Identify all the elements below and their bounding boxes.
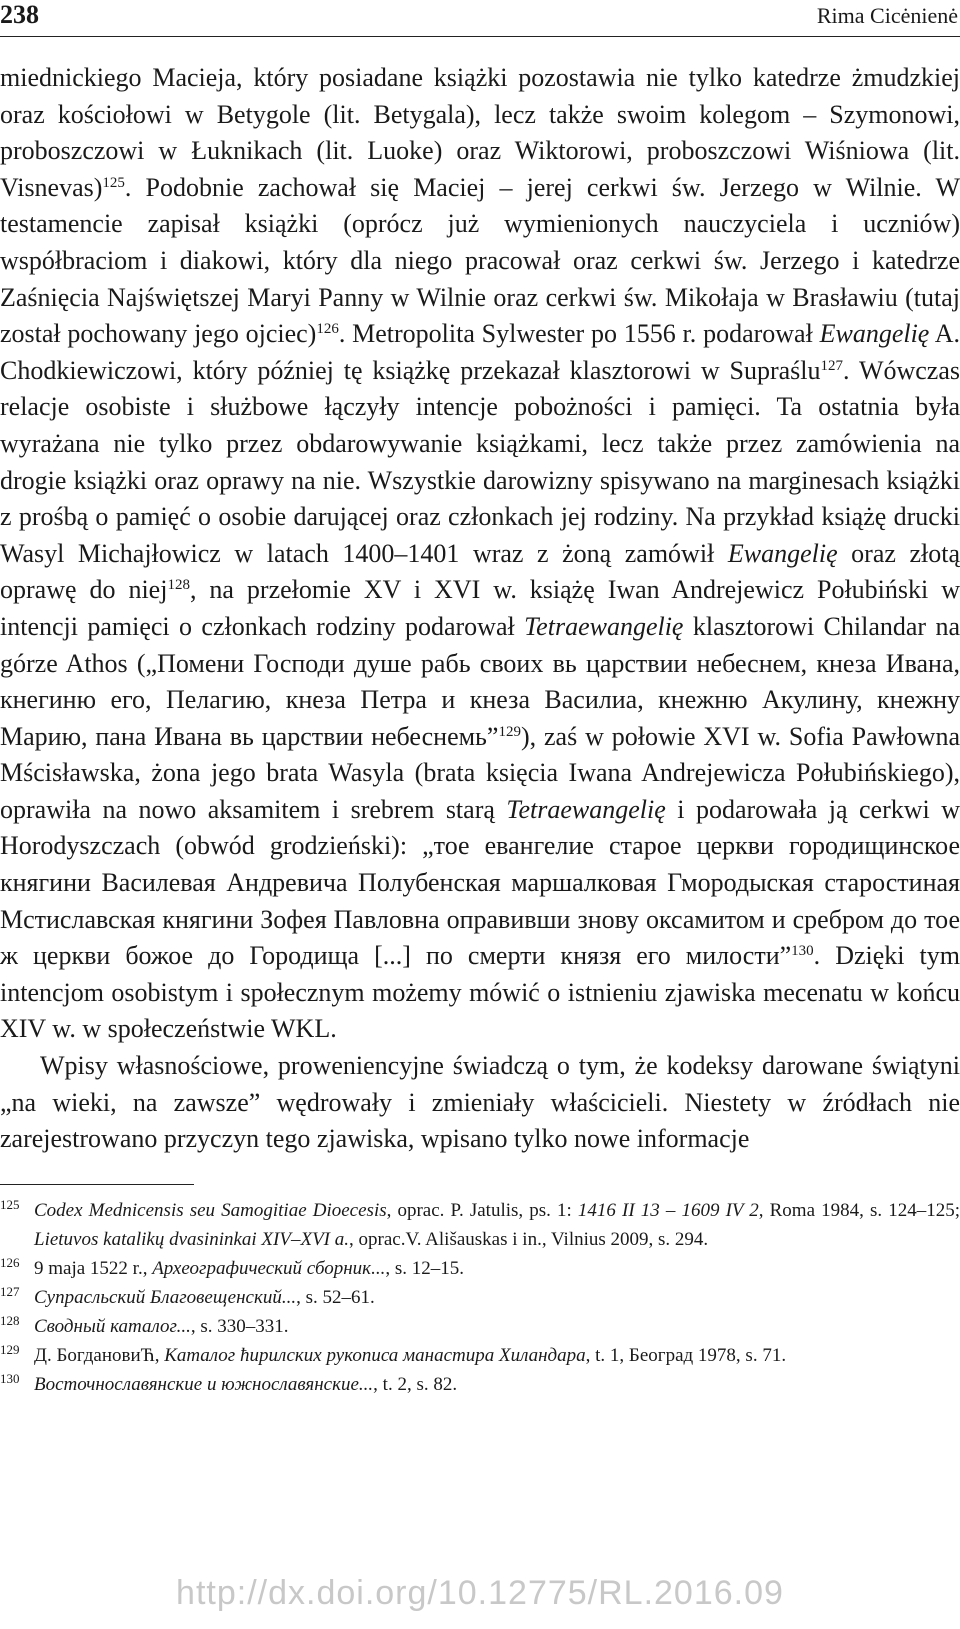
text-run: klasztorowi Chilandar na górze Athos („Помени Господи душе рабь своих вь царствии небеснем, кнеза Ивана, кнегиню его, Пелагию, кнеза Петра и кнеза Василиа, кнежню Акулину, кнежну Марию, пана Ивана вь царствии небеснемь”: [0, 611, 960, 751]
text-run: Wpisy własnościowe, proweniencyjne świadczą o tym, że kodeksy darowane świątyni „na wieki, na zawsze” wędrowały i zmieniały właścicieli. Niestety w źródłach nie zarejestrowano przyczyn tego zjawiska, wpisano tylko nowe informacje: [0, 1051, 960, 1154]
footnote-128: [0, 1312, 960, 1341]
italic-text: Codex Mednicensis seu Samogitiae Dioecesis: [34, 1200, 387, 1221]
footnote-number: 125: [0, 1197, 20, 1212]
footnote-number: 130: [0, 1371, 20, 1386]
text-run: miednickiego Macieja, który posiadane książki pozostawia nie tylko katedrze żmudzkiej oraz kościołowi w Betygole (lit. Betygala), lecz także swoim kolegom – Szymonowi, proboszczowi w Łuknikach (lit. Luoke) oraz Wiktorowi, proboszczowi Wiśniowa (lit. Visnevas): [0, 63, 960, 202]
italic-text: Археографический сборник...: [152, 1258, 386, 1279]
text-run: , oprac.V. Ališauskas i in., Vilnius 2009, s. 294.: [349, 1229, 709, 1250]
italic-text: Tetraewangelię: [506, 794, 666, 824]
footnote-125: [0, 1196, 960, 1254]
text-run: i podarowała ją cerkwi w Horodyszczach (obwód grodzieński): „тое евангелие старое церкви городищинское княгини Василевая Андревича Полубенская маршалковая Гмородыская старостиная Мстиславская княгини Зофея Павловна оправивши знову оксамитом и сребром до тое ж церкви божое до Городища [...] по смерти князя его милости”: [0, 794, 960, 971]
text-run: . Metropolita Sylwester po 1556 r. podarował: [338, 319, 820, 349]
footnote-reference: 129: [498, 723, 521, 740]
text-run: , na przełomie XV i XVI w. książę Iwan Andrejewicz Połubiński w intencji pamięci o członkach rodziny podarował: [0, 575, 960, 641]
text-run: , oprac. P. Jatulis, ps. 1:: [386, 1200, 578, 1221]
text-run: , t. 1, Београд 1978, s. 71.: [585, 1345, 787, 1366]
footnote-number: 129: [0, 1342, 20, 1357]
text-run: . Dzięki tym intencjom osobistym i społecznym możemy mówić o istnieniu zjawiska mecenatu w końcu XIV w. w społeczeństwie WKL.: [0, 941, 960, 1044]
footnote-127: [0, 1283, 960, 1312]
italic-text: Tetraewangelię: [524, 611, 684, 641]
footnote-number: 127: [0, 1284, 20, 1299]
text-run: 9 maja 1522 r.,: [34, 1258, 153, 1279]
paragraph: [0, 60, 960, 1048]
italic-text: Lietuvos katalikų dvasininkai XIV–XVI a.: [34, 1229, 350, 1250]
italic-text: Ewangelię: [727, 538, 838, 568]
footnote-reference: 127: [820, 357, 844, 374]
footnote-number: 128: [0, 1313, 20, 1328]
text-run: , Roma 1984, s. 124–125;: [758, 1200, 960, 1221]
italic-text: Восточнославянские и южнославянские...: [34, 1374, 374, 1395]
text-run: , t. 2, s. 82.: [373, 1374, 458, 1395]
footnotes: [0, 1196, 960, 1399]
text-run: . Podobnie zachował się Maciej – jerej cerkwi św. Jerzego w Wilnie. W testamencie zapisał książki (oprócz już wymienionych nauczyciela i uczniów) współbraciom i diakowi, który dla niego pracował oraz cerkwi św. Jerzego i katedrze Zaśnięcia Najświętszej Maryi Panny w Wilnie oraz cerkwi św. Mikołaja w Brasławiu (tutaj został pochowany jego ojciec): [0, 172, 960, 349]
text-run: , s. 330–331.: [190, 1316, 289, 1337]
text-run: ), zaś w połowie XVI w. Sofia Pawłowna Mścisławska, żona jego brata Wasyla (brata księcia Iwana Andrejewicza Połubińskiego), oprawiła na nowo aksamitem i srebrem starą: [0, 721, 960, 824]
footnote-number: 126: [0, 1255, 20, 1270]
doi-watermark: http://dx.doi.org/10.12775/RL.2016.09: [176, 1574, 784, 1612]
footnote-130: [0, 1370, 960, 1399]
main-text: [0, 60, 960, 1158]
italic-text: Ewangelię: [819, 319, 930, 349]
page-number: 238: [0, 0, 39, 29]
text-run: Д. БогдановиЋ,: [34, 1345, 165, 1366]
footnote-reference: 130: [791, 943, 814, 960]
footnote-126: [0, 1254, 960, 1283]
text-run: , s. 52–61.: [296, 1287, 375, 1308]
running-header-author: Rima Cicėnienė: [816, 3, 958, 28]
text-run: oraz złotą oprawę do niej: [0, 538, 960, 605]
footnote-reference: 125: [102, 174, 125, 191]
text-run: , s. 12–15.: [385, 1258, 464, 1279]
footnote-129: [0, 1341, 960, 1370]
page-header: [0, 0, 960, 37]
footnote-reference: 128: [167, 577, 190, 594]
italic-text: Сводный каталог...: [34, 1316, 191, 1337]
paragraph: [0, 1048, 960, 1158]
italic-text: Супрасльский Благовещенский...: [34, 1287, 297, 1308]
italic-text: Каталог ћирилских рукописа манастира Хиландара: [164, 1345, 586, 1366]
footnote-separator: [0, 1184, 194, 1185]
footnote-reference: 126: [316, 321, 339, 338]
italic-text: 1416 II 13 – 1609 IV 2: [577, 1200, 759, 1221]
text-run: A. Chodkiewiczowi, który później tę książkę przekazał klasztorowi w Supraślu: [0, 319, 960, 385]
text-run: . Wówczas relacje osobiste i służbowe łączyły intencje pobożności i pamięci. Ta ostatnia była wyrażana nie tylko przez obdarowywanie książkami, lecz także przez zamówienia na drogie książki oraz oprawy na nie. Wszystkie darowizny spisywano na marginesach książki z prośbą o pamięć o osobie darującej oraz członkach jej rodziny. Na przykład książę drucki Wasyl Michajłowicz w latach 1400–1401 wraz z żoną zamówił: [0, 355, 960, 568]
